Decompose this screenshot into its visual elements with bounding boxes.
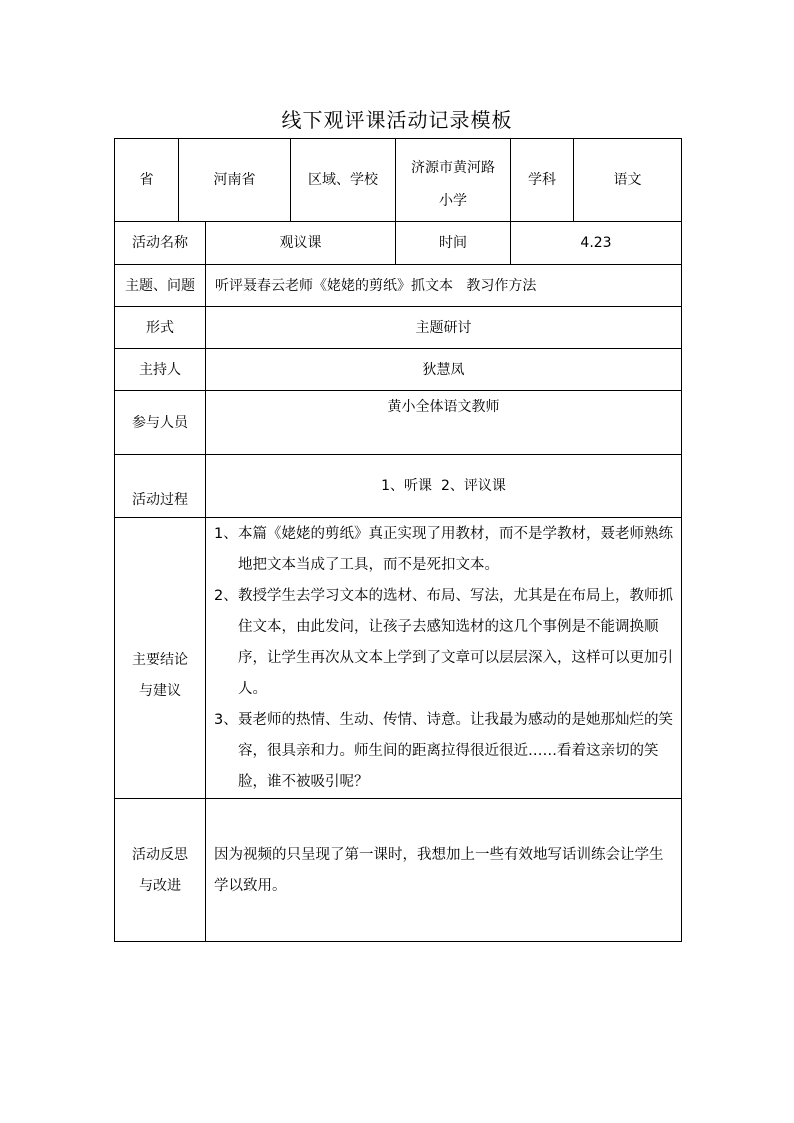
table-line: [114, 454, 682, 455]
topic-value: 听评聂春云老师《姥姥的剪纸》抓文本 教习作方法: [215, 277, 537, 294]
conclusion-item-3: [214, 705, 676, 798]
participants-value: 黄小全体语文教师: [387, 399, 500, 415]
reflection-value: 因为视频的只呈现了第一课时，我想加上一些有效地写话训练会让学生学以致用。: [214, 847, 664, 894]
table-line: [681, 138, 682, 942]
conclusion-item-text: 聂老师的热情、生动、传情、诗意。让我最为感动的是她那灿烂的笑容，很具亲和力。师生间的距离拉得很近很近……看着这亲切的笑脸，谁不被吸引呢？: [238, 712, 673, 790]
conclusion-item-2: [214, 581, 676, 705]
area-label: 区域、学校: [308, 172, 378, 188]
process-label: 活动过程: [132, 492, 188, 508]
reflection-label-line1: 活动反思: [132, 847, 188, 863]
form-label: 形式: [146, 319, 174, 336]
conclusion-item-number: 2、: [214, 588, 238, 604]
table-line: [114, 798, 682, 799]
area-value: [396, 139, 510, 221]
conclusion-item-text: 本篇《姥姥的剪纸》真正实现了用教材，而不是学教材，聂老师熟练地把文本当成了工具，而不是死扣文本。: [238, 526, 673, 573]
form-value: 主题研讨: [415, 319, 472, 336]
conclusions-label: [115, 645, 205, 707]
table-line: [114, 517, 682, 518]
conclusion-item-number: 3、: [214, 712, 238, 728]
province-label: 省: [139, 172, 154, 188]
host-value: 狄慧凤: [422, 361, 465, 378]
participants-label: 参与人员: [132, 414, 188, 431]
subject-value: 语文: [613, 172, 642, 188]
activity-name-label: 活动名称: [132, 235, 188, 251]
province-value: 河南省: [213, 172, 256, 188]
conclusion-item-text: 教授学生去学习文本的选材、布局、写法，尤其是在布局上，教师抓住文本，由此发问，让孩子去感知选材的这几个事例是不能调换顺序，让学生再次从文本上学到了文章可以层层深入，这样可以更加引人。: [238, 588, 673, 697]
page-title: 线下观评课活动记录模板: [281, 108, 513, 132]
time-value: 4.23: [580, 235, 612, 251]
table-line: [114, 941, 682, 942]
time-label: 时间: [439, 235, 467, 251]
area-value-line1: 济源市黄河路: [411, 160, 495, 176]
host-label: 主持人: [139, 361, 181, 378]
reflection-label-line2: 与改进: [139, 878, 181, 894]
conclusions-label-line2: 与建议: [139, 683, 181, 699]
subject-label: 学科: [528, 172, 556, 188]
process-value: 1、听课 2、评议课: [381, 478, 506, 494]
conclusions-list: [214, 519, 676, 798]
area-value-line2: 小学: [439, 193, 467, 209]
conclusions-label-line1: 主要结论: [132, 652, 188, 668]
topic-label: 主题、问题: [125, 277, 195, 294]
activity-name-value: 观议课: [279, 235, 322, 251]
conclusion-item-1: [214, 519, 676, 581]
conclusion-item-number: 1、: [214, 526, 238, 542]
reflection-label: [115, 840, 205, 902]
